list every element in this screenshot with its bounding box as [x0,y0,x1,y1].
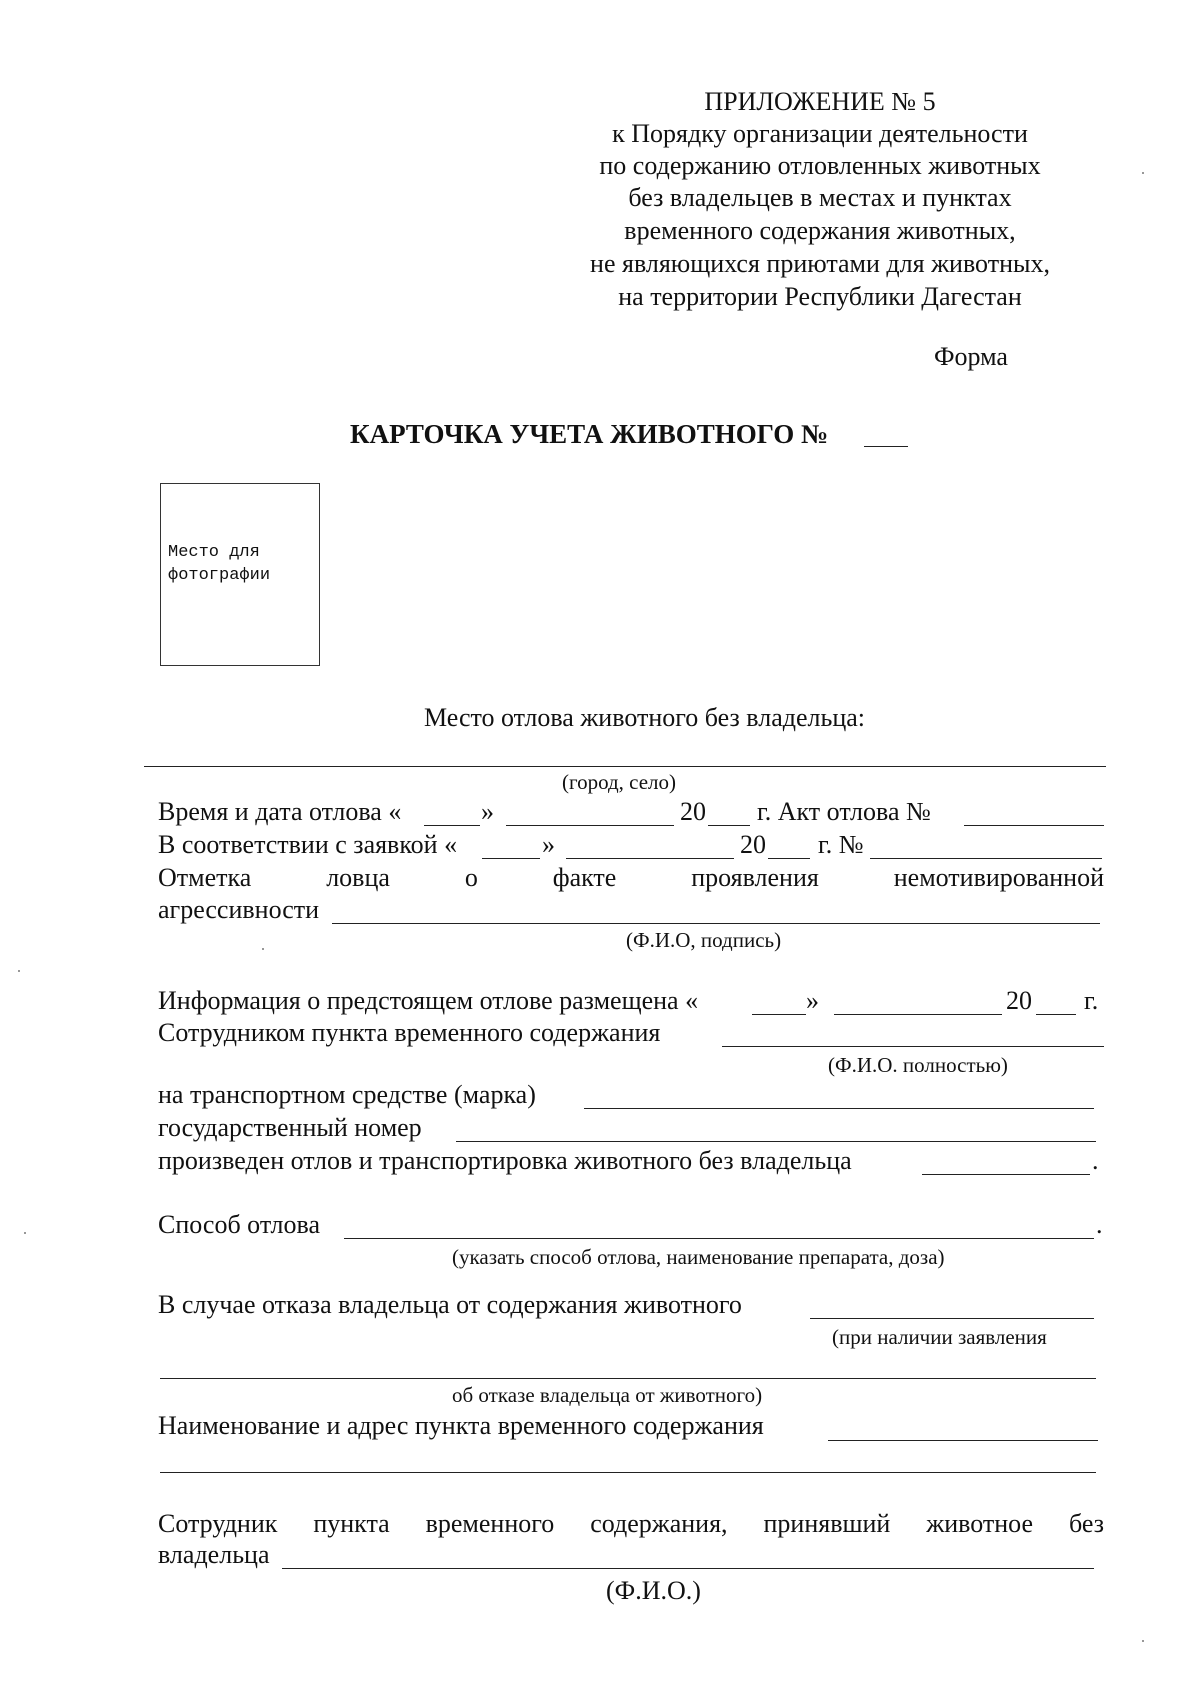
receiver-word: содержания, [590,1509,728,1538]
employee-label: Сотрудником пункта временного содержания [158,1018,661,1047]
capture-place-hint: (город, село) [562,770,677,794]
refusal-hint-2: об отказе владельца от животного) [452,1383,763,1407]
facility-field-line-2[interactable] [160,1472,1096,1473]
receiver-word: без [1068,1509,1104,1538]
form-label: Форма [934,342,1008,371]
appendix-title: ПРИЛОЖЕНИЕ № 5 [704,87,936,116]
transport-end: . [1092,1146,1099,1175]
employee-hint: (Ф.И.О. полностью) [828,1053,1008,1077]
transport-label: произведен отлов и транспортировка животного без владельца [158,1146,852,1175]
capture-year-prefix: 20 [680,797,706,826]
scan-speck [1142,1640,1144,1642]
capture-year-field[interactable] [708,825,750,826]
facility-label: Наименование и адрес пункта временного содержания [158,1411,764,1440]
transport-field[interactable] [922,1174,1090,1175]
receiver-name-field[interactable] [282,1568,1094,1569]
info-close-quote: » [806,986,819,1015]
aggression-word: немотивированной [893,863,1104,892]
receiver-word: принявший [763,1509,891,1538]
info-month-field[interactable] [834,1014,1002,1015]
receiver-word: животное [926,1509,1034,1538]
refusal-field[interactable] [810,1318,1094,1319]
appendix-line: без владельцев в местах и пунктах [628,183,1012,212]
appendix-line: к Порядку организации деятельности [612,119,1028,148]
method-field[interactable] [344,1238,1094,1239]
employee-name-field[interactable] [722,1046,1104,1047]
aggression-word: факте [552,863,617,892]
appendix-line: на территории Республики Дагестан [618,282,1022,311]
receiver-word: пункта [313,1509,390,1538]
capture-day-field[interactable] [424,825,480,826]
scan-speck [24,1232,26,1234]
aggression-signature-field[interactable] [332,923,1100,924]
capture-act-number-field[interactable] [964,825,1104,826]
scan-speck [262,948,264,950]
plate-label: государственный номер [158,1113,422,1142]
card-title: КАРТОЧКА УЧЕТА ЖИВОТНОГО № [350,419,829,449]
appendix-line: временного содержания животных, [624,216,1016,245]
info-label: Информация о предстоящем отлове размещена « [158,986,699,1015]
aggression-hint: (Ф.И.О, подпись) [626,928,782,952]
receiver-word: Сотрудник [158,1509,278,1538]
request-close-quote: » [542,830,555,859]
receiver-cont: владельца [158,1540,270,1569]
capture-date-close-quote: » [481,797,494,826]
method-hint: (указать способ отлова, наименование препарата, доза) [452,1245,945,1269]
method-end: . [1096,1210,1103,1239]
aggression-line [158,863,1104,893]
appendix-line: не являющихся приютами для животных, [590,249,1050,278]
card-number-field[interactable] [864,446,908,447]
info-year-suffix: г. [1084,986,1099,1015]
facility-field[interactable] [828,1440,1098,1441]
info-year-prefix: 20 [1006,986,1032,1015]
aggression-word: Отметка [158,863,252,892]
vehicle-label: на транспортном средстве (марка) [158,1080,536,1109]
request-year-prefix: 20 [740,830,766,859]
photo-placeholder-box [160,483,320,666]
aggression-word: ловца [326,863,390,892]
info-year-field[interactable] [1036,1014,1076,1015]
appendix-line: по содержанию отловленных животных [599,151,1041,180]
info-day-field[interactable] [752,1014,806,1015]
request-year-field[interactable] [768,858,810,859]
scan-speck [1142,172,1144,174]
refusal-field-line-2[interactable] [160,1378,1096,1379]
refusal-hint-1: (при наличии заявления [832,1325,1047,1349]
receiver-word: временного [425,1509,555,1538]
aggression-word: о [464,863,478,892]
capture-act-label: г. Акт отлова № [757,797,931,826]
aggression-word: проявления [691,863,819,892]
request-number-field[interactable] [870,858,1102,859]
capture-month-field[interactable] [506,825,674,826]
scan-speck [18,970,20,972]
refusal-label: В случае отказа владельца от содержания животного [158,1290,742,1319]
capture-place-label: Место отлова животного без владельца: [424,703,866,732]
request-number-label: г. № [818,830,864,859]
aggression-cont: агрессивности [158,895,320,924]
vehicle-brand-field[interactable] [584,1108,1094,1109]
capture-date-label: Время и дата отлова « [158,797,402,826]
request-day-field[interactable] [482,858,540,859]
capture-place-field[interactable] [144,766,1106,767]
receiver-line [158,1509,1104,1539]
plate-number-field[interactable] [456,1141,1096,1142]
method-label: Способ отлова [158,1210,320,1239]
request-month-field[interactable] [566,858,734,859]
photo-placeholder-text: Место для фотографии [168,543,271,585]
request-label: В соответствии с заявкой « [158,830,458,859]
receiver-hint: (Ф.И.О.) [606,1576,701,1605]
